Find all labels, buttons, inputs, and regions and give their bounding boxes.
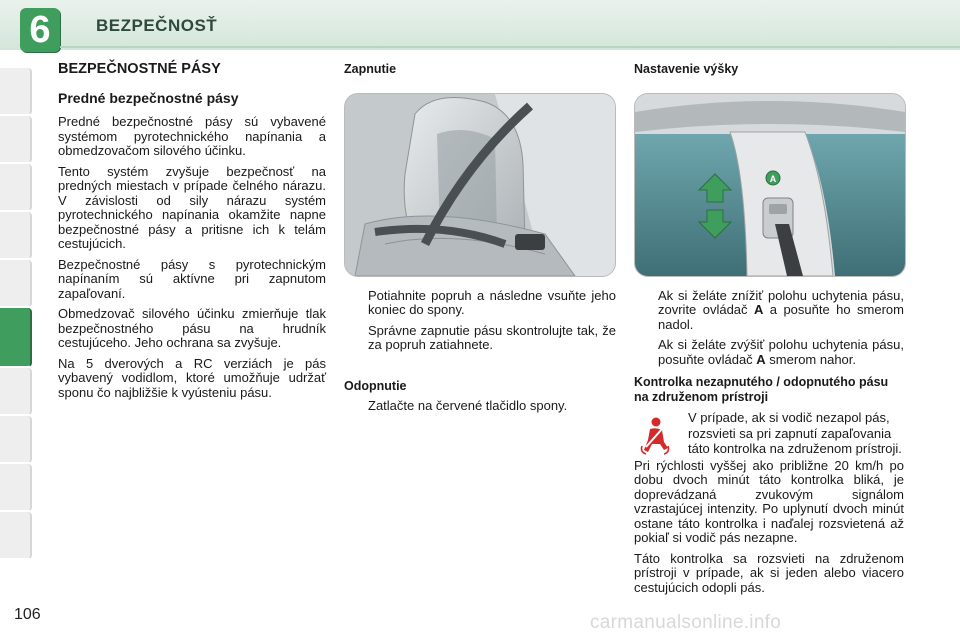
- paragraph: Na 5 dverových a RC verziách je pás vybavený vodidlom, ktoré umožňuje udržať sponu čo najbližšie k vyústeniu pásu.: [58, 355, 326, 400]
- watermark: carmanualsonline.info: [590, 612, 782, 633]
- chapter-tab-active[interactable]: [0, 308, 32, 367]
- list-item: Ak si želáte zvýšiť polohu uchytenia pásu, posuňte ovládač A smerom nahor.: [658, 337, 904, 367]
- right-column: [634, 60, 904, 601]
- left-column: [58, 60, 326, 406]
- paragraph: Predné bezpečnostné pásy sú vybavené systémom pyrotechnického napínania a obmedzovačom silového účinku.: [58, 114, 326, 158]
- fastening-heading: Zapnutie: [344, 62, 397, 76]
- height-adjust-steps: [634, 289, 904, 368]
- unfastening-steps: [344, 399, 616, 414]
- seat-belt-photo: [344, 93, 616, 277]
- fastening-steps: [344, 289, 616, 353]
- seat-illustration: [345, 94, 615, 276]
- chapter-tab[interactable]: [0, 212, 32, 259]
- section-subtitle: Predné bezpečnostné pásy: [58, 89, 239, 106]
- height-adjust-heading: Nastavenie výšky: [634, 62, 739, 76]
- header-divider: [60, 46, 960, 48]
- list-item: Zatlačte na červené tlačidlo spony.: [368, 398, 568, 413]
- paragraph: Bezpečnostné pásy s pyrotechnickým napínaním sú aktívne pri zapnutom zapaľovaní.: [58, 256, 326, 301]
- pillar-illustration: [635, 94, 905, 276]
- chapter-tab-strip: [0, 60, 32, 580]
- chapter-tab[interactable]: [0, 464, 32, 511]
- control-a-label: A: [769, 173, 777, 184]
- page-number: 106: [14, 606, 41, 623]
- paragraph: Táto kontrolka sa rozsvieti na združenom prístroji v prípade, ak si jeden alebo viacero cestujúcich odopli pás.: [634, 550, 904, 595]
- paragraph: Obmedzovač silového účinku zmierňuje tlak bezpečnostného pásu na hrudník cestujúceho. Jeho ochrana sa zvyšuje.: [58, 306, 326, 350]
- paragraph: Pri rýchlosti vyššej ako približne 20 km/h po dobu dvoch minút táto kontrolka bliká, je doprevádzaná zvukovým signálom vzrastajúcej intenzity. Po uplynutí dvoch minút ostane táto kontrolka i naďalej rozsvietená až pokiaľ si vodič pás nezapne.: [634, 457, 904, 545]
- middle-column: [344, 60, 616, 420]
- list-item: Správne zapnutie pásu skontrolujte tak, že za popruh zatiahnete.: [368, 322, 616, 352]
- chapter-tab[interactable]: [0, 68, 32, 115]
- unfastening-heading: Odopnutie: [344, 378, 407, 393]
- section-title: BEZPEČNOSTNÉ PÁSY: [58, 61, 221, 77]
- chapter-tab[interactable]: [0, 164, 32, 211]
- warning-light-block: [634, 410, 904, 457]
- chapter-tab[interactable]: [0, 116, 32, 163]
- chapter-tab[interactable]: [0, 416, 32, 463]
- chapter-title: BEZPEČNOSŤ: [96, 16, 218, 35]
- paragraph: Tento systém zvyšuje bezpečnosť na predných miestach v prípade čelného nárazu. V závislosti od sily nárazu systém pyrotechnického napínania okamžite napne bezpečnostné pásy a pritisne ich k telám cestujúcich.: [58, 163, 326, 251]
- seatbelt-warning-icon: [638, 416, 672, 456]
- height-adjust-photo: [634, 93, 906, 277]
- chapter-tab[interactable]: [0, 260, 32, 307]
- warning-light-text: V prípade, ak si vodič nezapol pás, rozsvieti sa pri zapnutí zapaľovania táto kontrolka na združenom prístroji.: [688, 410, 902, 456]
- warning-light-heading: Kontrolka nezapnutého / odopnutého pásu na združenom prístroji: [634, 375, 889, 404]
- list-item: Ak si želáte znížiť polohu uchytenia pásu, zovrite ovládač A a posuňte ho smerom nadol.: [658, 287, 904, 332]
- list-item: Potiahnite popruh a následne vsuňte jeho koniec do spony.: [368, 287, 616, 317]
- chapter-tab[interactable]: [0, 368, 32, 415]
- chapter-badge: 6: [20, 8, 60, 52]
- chapter-tab[interactable]: [0, 512, 32, 559]
